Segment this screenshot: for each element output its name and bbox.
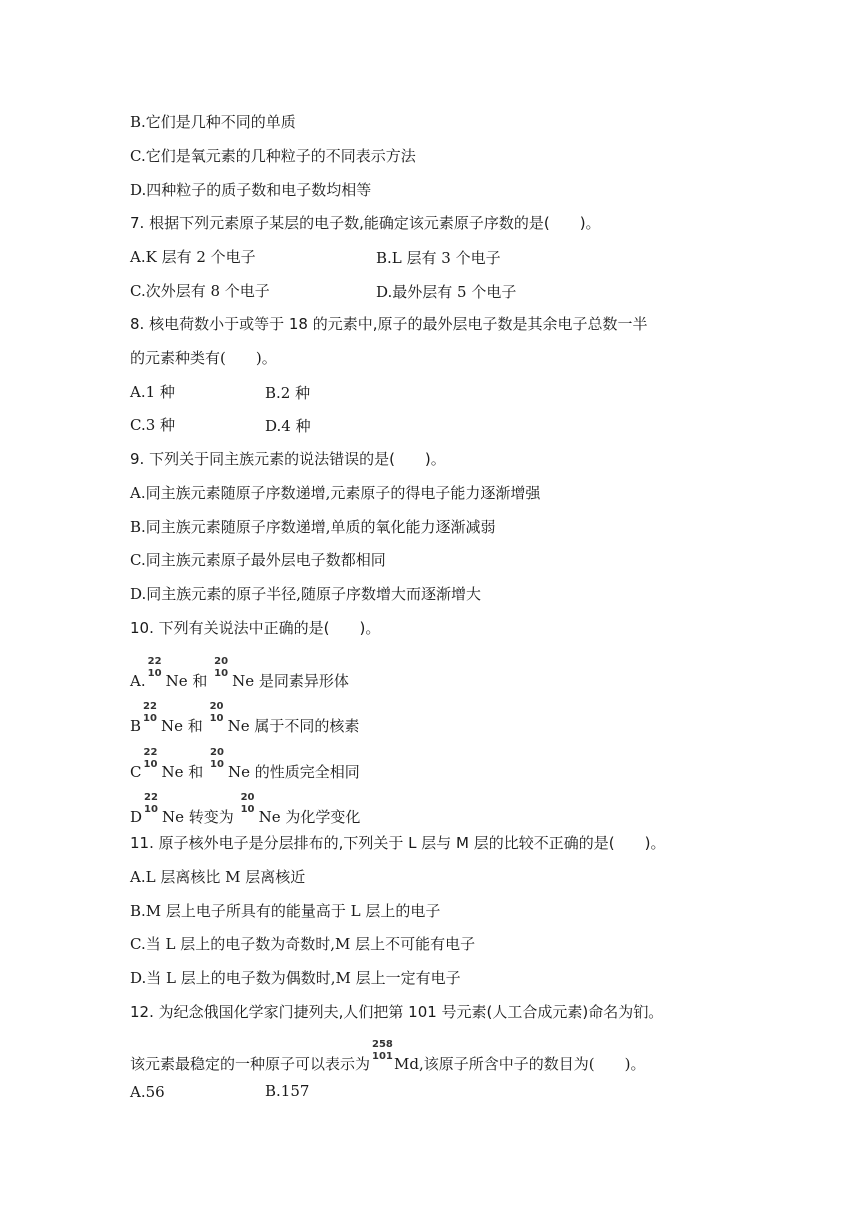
q11-option-c: C.当 L 层上的电子数为奇数时,M 层上不可能有电子 — [130, 935, 476, 953]
q7-option-c: C.次外层有 8 个电子 — [130, 282, 270, 300]
atomic-number: 10 — [144, 804, 158, 815]
q11-option-d: D.当 L 层上的电子数为偶数时,M 层上一定有电子 — [130, 969, 461, 987]
q8-option-b: B.2 种 — [265, 384, 311, 402]
option-label: D — [130, 808, 143, 826]
question-11: 11. 原子核外电子是分层排布的,下列关于 L 层与 M 层的比较不正确的是( )。 — [130, 834, 666, 852]
option-tail: Ne 是同素异形体 — [232, 672, 349, 690]
question-8-line2: 的元素种类有( )。 — [130, 349, 277, 367]
mass-number: 20 — [210, 747, 224, 758]
ne22-isotope — [146, 656, 166, 686]
option-c-line: C.它们是氧元素的几种粒子的不同表示方法 — [130, 147, 416, 165]
atomic-number: 10 — [209, 713, 224, 724]
ne20-isotope — [239, 792, 259, 822]
q8-option-a: A.1 种 — [130, 383, 175, 401]
atomic-number: 10 — [143, 759, 158, 770]
q7-option-a: A.K 层有 2 个电子 — [130, 248, 256, 266]
option-label: C — [130, 763, 142, 781]
option-label: B — [130, 717, 142, 735]
question-7: 7. 根据下列元素原子某层的电子数,能确定该元素原子序数的是( )。 — [130, 214, 601, 232]
option-tail: Ne 的性质完全相同 — [228, 763, 360, 781]
option-mid: Ne 和 — [165, 672, 213, 690]
q9-option-c: C.同主族元素原子最外层电子数都相同 — [130, 551, 386, 569]
mass-number: 20 — [240, 792, 255, 803]
question-8-line1: 8. 核电荷数小于或等于 18 的元素中,原子的最外层电子数是其余电子总数一半 — [130, 315, 648, 333]
ne22-isotope — [142, 792, 162, 822]
option-label: A. — [130, 672, 146, 690]
q10-option-a — [130, 656, 349, 691]
atomic-number: 101 — [372, 1051, 393, 1062]
q8-option-c: C.3 种 — [130, 416, 176, 434]
q10-option-c — [130, 747, 360, 782]
mass-number: 20 — [214, 656, 229, 667]
q7-option-d: D.最外层有 5 个电子 — [376, 283, 517, 301]
question-12-line2 — [130, 1039, 646, 1074]
q9-option-b: B.同主族元素随原子序数递增,单质的氧化能力逐渐减弱 — [130, 518, 496, 536]
option-mid: Ne 和 — [161, 717, 208, 735]
ne22-isotope — [141, 747, 161, 777]
q9-option-d: D.同主族元素的原子半径,随原子序数增大而逐渐增大 — [130, 585, 482, 603]
q9-option-a: A.同主族元素随原子序数递增,元素原子的得电子能力逐渐增强 — [130, 484, 541, 502]
q12-option-a: A.56 — [130, 1083, 165, 1101]
q12-suffix: Md,该原子所含中子的数目为( )。 — [394, 1055, 646, 1073]
atomic-number: 10 — [210, 759, 224, 770]
q10-option-b — [130, 701, 360, 736]
option-mid: Ne 和 — [161, 763, 209, 781]
atomic-number: 10 — [143, 713, 157, 724]
atomic-number: 10 — [214, 668, 229, 679]
q7-option-b: B.L 层有 3 个电子 — [376, 249, 501, 267]
mass-number: 22 — [144, 792, 158, 803]
ne20-isotope — [208, 747, 228, 777]
q11-option-a: A.L 层离核比 M 层离核近 — [130, 868, 306, 886]
q8-option-d: D.4 种 — [265, 417, 311, 435]
ne20-isotope — [212, 656, 232, 686]
option-mid: Ne 转变为 — [162, 808, 239, 826]
question-12: 12. 为纪念俄国化学家门捷列夫,人们把第 101 号元素(人工合成元素)命名为钔。 — [130, 1003, 664, 1021]
ne22-isotope — [141, 701, 161, 731]
question-9: 9. 下列关于同主族元素的说法错误的是( )。 — [130, 450, 446, 468]
mass-number: 22 — [147, 656, 162, 667]
mass-number: 22 — [143, 701, 157, 712]
mass-number: 20 — [209, 701, 224, 712]
option-d-line: D.四种粒子的质子数和电子数均相等 — [130, 181, 372, 199]
q12-prefix: 该元素最稳定的一种原子可以表示为 — [130, 1055, 371, 1073]
q12-option-b: B.157 — [265, 1082, 310, 1100]
mass-number: 22 — [143, 747, 158, 758]
mass-number: 258 — [372, 1039, 393, 1050]
atomic-number: 10 — [240, 804, 255, 815]
md-isotope — [370, 1039, 394, 1069]
question-10: 10. 下列有关说法中正确的是( )。 — [130, 619, 381, 637]
option-tail: Ne 属于不同的核素 — [227, 717, 360, 735]
q11-option-b: B.M 层上电子所具有的能量高于 L 层上的电子 — [130, 902, 441, 920]
option-b-line: B.它们是几种不同的单质 — [130, 113, 296, 131]
ne20-isotope — [208, 701, 228, 731]
atomic-number: 10 — [147, 668, 162, 679]
option-tail: Ne 为化学变化 — [258, 808, 361, 826]
q10-option-d — [130, 792, 361, 827]
